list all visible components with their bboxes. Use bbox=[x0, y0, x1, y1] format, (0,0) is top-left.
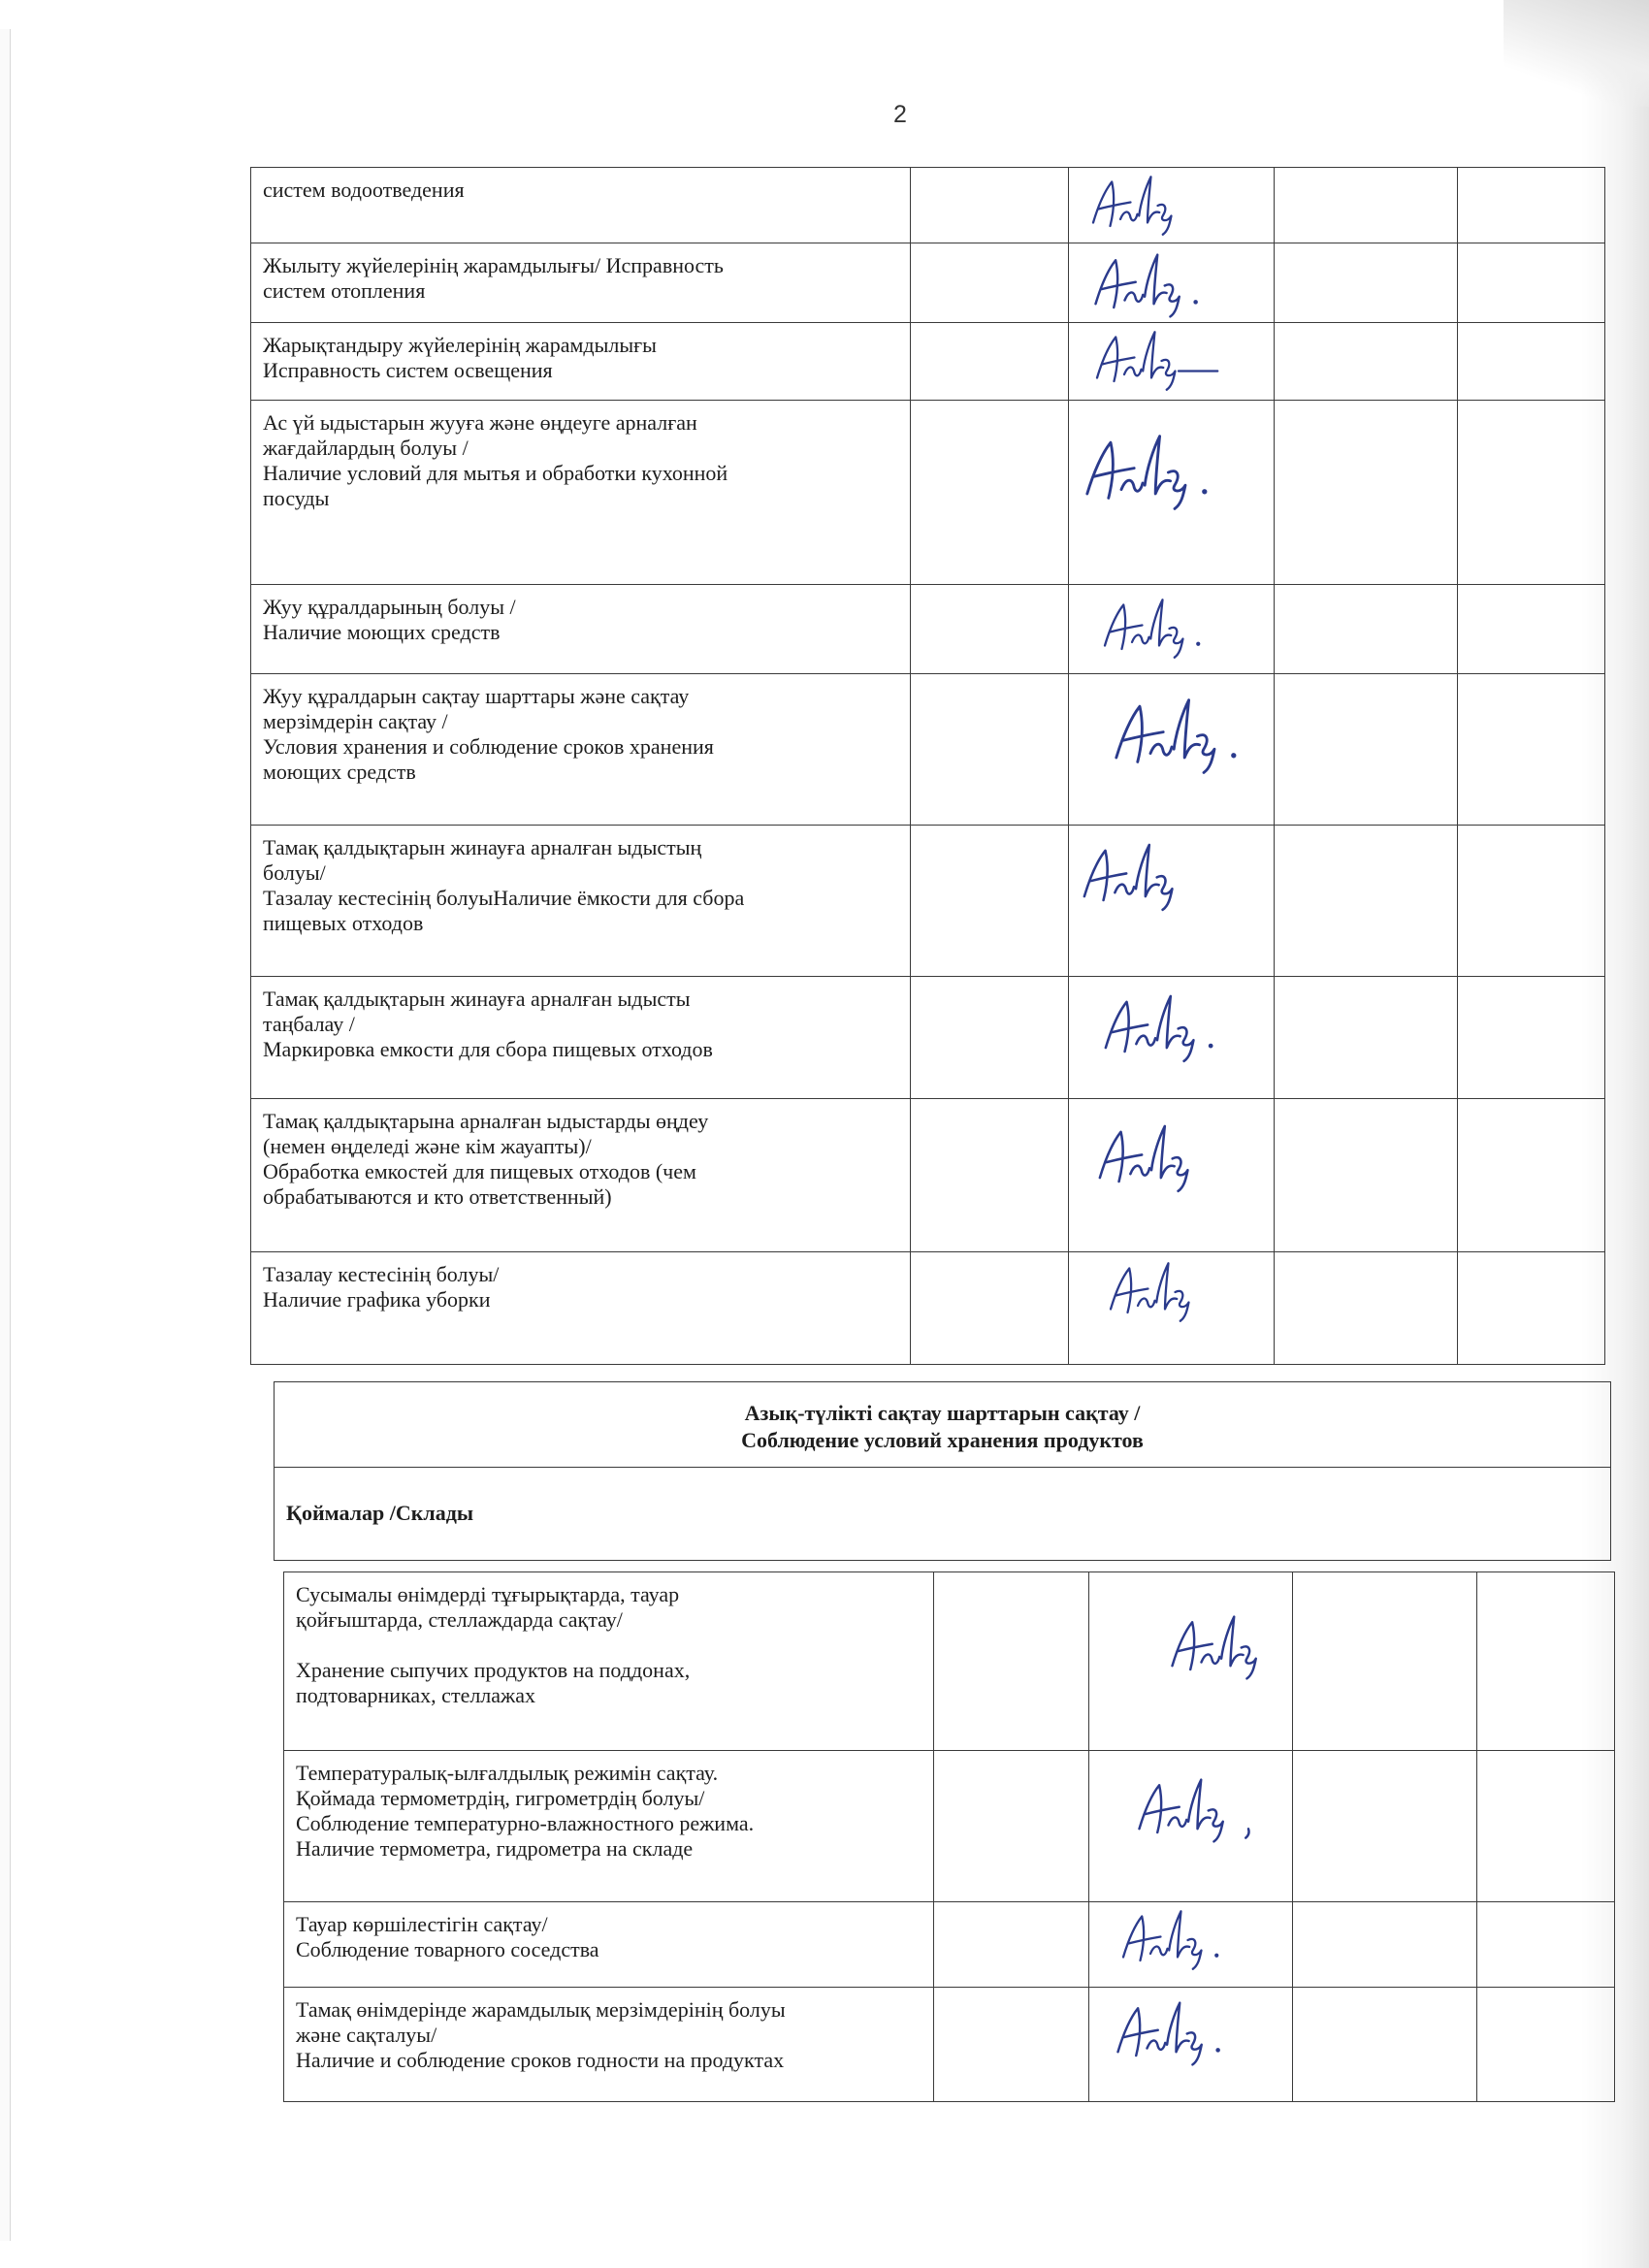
requirement-cell bbox=[284, 1572, 934, 1751]
requirement-text-line: пищевых отходов bbox=[263, 911, 424, 935]
table-row bbox=[251, 674, 1605, 826]
empty-cell bbox=[1458, 585, 1605, 674]
requirement-text-line: (немен өңделеді және кім жауапты)/ bbox=[263, 1134, 592, 1158]
requirement-cell bbox=[251, 1099, 911, 1252]
empty-cell bbox=[1293, 1572, 1477, 1751]
requirement-text-line: Жуу құралдарының болуы / bbox=[263, 595, 516, 619]
empty-cell bbox=[934, 1902, 1089, 1988]
requirement-text-line: Тамақ қалдықтарына арналған ыдыстарды өңдеу bbox=[263, 1109, 709, 1133]
requirement-text-line: Наличие и соблюдение сроков годности на продуктах bbox=[296, 2048, 785, 2072]
requirement-text-line: Хранение сыпучих продуктов на поддонах, bbox=[296, 1658, 691, 1682]
requirement-text-line: систем отопления bbox=[263, 278, 426, 303]
signature-cell bbox=[1089, 1988, 1293, 2102]
empty-cell bbox=[1275, 585, 1458, 674]
table-row bbox=[251, 401, 1605, 585]
empty-cell bbox=[1458, 323, 1605, 401]
requirement-text-line: Тамақ қалдықтарын жинауға арналған ыдыстың bbox=[263, 835, 702, 859]
handwritten-signature bbox=[1077, 839, 1230, 916]
requirement-text-line: Соблюдение товарного соседства bbox=[296, 1937, 599, 1961]
empty-cell bbox=[1458, 1252, 1605, 1365]
requirement-text-line: Тауар көршілестігін сақтау/ bbox=[296, 1912, 548, 1936]
handwritten-signature bbox=[1108, 694, 1278, 779]
signature-dot bbox=[1196, 642, 1200, 646]
requirement-text-line: Жарықтандыру жүйелерінің жарамдылығы bbox=[263, 333, 657, 357]
empty-cell bbox=[1275, 977, 1458, 1099]
table-row bbox=[284, 1902, 1615, 1988]
empty-cell bbox=[1275, 401, 1458, 585]
section-title-ru: Соблюдение условий хранения продуктов bbox=[741, 1428, 1144, 1452]
requirement-text-line: обрабатываются и кто ответственный) bbox=[263, 1184, 612, 1209]
signature-cell bbox=[1089, 1572, 1293, 1751]
requirement-text-line: мерзімдерін сақтау / bbox=[263, 709, 448, 733]
handwritten-signature bbox=[1098, 990, 1251, 1067]
requirement-text-line: Сусымалы өнімдерді тұғырықтарда, тауар bbox=[296, 1582, 680, 1606]
signature-cell bbox=[1069, 401, 1275, 585]
empty-cell bbox=[911, 168, 1069, 243]
handwritten-signature bbox=[1086, 172, 1222, 240]
empty-cell bbox=[1458, 674, 1605, 826]
signature-cell bbox=[1069, 977, 1275, 1099]
inspection-table-lower bbox=[283, 1571, 1615, 2102]
requirement-cell bbox=[284, 1751, 934, 1902]
handwritten-signature bbox=[1098, 595, 1234, 663]
signature-cell bbox=[1069, 1099, 1275, 1252]
handwritten-signature bbox=[1111, 1997, 1256, 2070]
requirement-text-line: Ас үй ыдыстарын жууға және өңдеуге арналған bbox=[263, 410, 697, 435]
empty-cell bbox=[1477, 1902, 1615, 1988]
requirement-text-line: Жылыту жүйелерінің жарамдылығы/ Исправность bbox=[263, 253, 724, 277]
empty-cell bbox=[911, 826, 1069, 977]
requirement-text-line: Соблюдение температурно-влажностного режима. bbox=[296, 1811, 755, 1835]
empty-cell bbox=[934, 1988, 1089, 2102]
scan-left-edge bbox=[0, 29, 11, 2241]
table-row bbox=[251, 323, 1605, 401]
requirement-text-line bbox=[296, 1633, 922, 1658]
signature-dot bbox=[1214, 1954, 1218, 1958]
empty-cell bbox=[911, 243, 1069, 323]
requirement-text-line: Тазалау кестесінің болуы/ bbox=[263, 1262, 500, 1286]
requirement-text-line: Тазалау кестесінің болуыНаличие ёмкости для сбора bbox=[263, 886, 745, 910]
empty-cell bbox=[1293, 1988, 1477, 2102]
requirement-cell bbox=[251, 1252, 911, 1365]
requirement-cell bbox=[251, 977, 911, 1099]
table-row bbox=[284, 1572, 1615, 1751]
requirement-text-line: систем водоотведения bbox=[263, 178, 465, 202]
signature-dot bbox=[1202, 489, 1207, 494]
empty-cell bbox=[1275, 826, 1458, 977]
empty-cell bbox=[1275, 323, 1458, 401]
signature-cell bbox=[1069, 168, 1275, 243]
empty-cell bbox=[934, 1572, 1089, 1751]
table-row bbox=[251, 977, 1605, 1099]
table-row bbox=[251, 1252, 1605, 1365]
signature-cell bbox=[1089, 1751, 1293, 1902]
handwritten-signature bbox=[1079, 430, 1249, 515]
section-title-kz: Азық-түлікті сақтау шарттарын сақтау / bbox=[744, 1401, 1141, 1425]
empty-cell bbox=[1477, 1751, 1615, 1902]
table-row bbox=[251, 585, 1605, 674]
empty-cell bbox=[1477, 1988, 1615, 2102]
requirement-text-line: қойғыштарда, стеллаждарда сақтау/ bbox=[296, 1607, 623, 1632]
empty-cell bbox=[911, 1252, 1069, 1365]
signature-cell bbox=[1089, 1902, 1293, 1988]
requirement-text-line: Наличие условий для мытья и обработки кухонной bbox=[263, 461, 728, 485]
table-row bbox=[251, 243, 1605, 323]
requirement-text-line: моющих средств bbox=[263, 760, 416, 784]
requirement-text-line: Қоймада термометрдің, гигрометрдің болуы/ bbox=[296, 1786, 705, 1810]
empty-cell bbox=[1275, 1252, 1458, 1365]
requirement-text-line: подтоварниках, стеллажах bbox=[296, 1683, 536, 1707]
requirement-text-line: Тамақ өнімдерінде жарамдылық мерзімдерінің болуы bbox=[296, 1997, 786, 2022]
requirement-text-line: таңбалау / bbox=[263, 1012, 355, 1036]
empty-cell bbox=[1275, 243, 1458, 323]
handwritten-signature bbox=[1116, 1906, 1252, 1974]
empty-cell bbox=[1458, 401, 1605, 585]
signature-cell bbox=[1069, 826, 1275, 977]
signature-dot bbox=[1215, 2048, 1220, 2053]
handwritten-signature bbox=[1104, 1258, 1240, 1326]
signature-dot bbox=[1193, 300, 1198, 305]
empty-cell bbox=[911, 323, 1069, 401]
requirement-cell bbox=[284, 1902, 934, 1988]
empty-cell bbox=[911, 401, 1069, 585]
empty-cell bbox=[1458, 168, 1605, 243]
scan-corner-shadow bbox=[1504, 0, 1649, 107]
section-table bbox=[274, 1381, 1611, 1561]
requirement-text-line: Наличие моющих средств bbox=[263, 620, 501, 644]
empty-cell bbox=[1458, 826, 1605, 977]
requirement-text-line: Жуу құралдарын сақтау шарттары және сақтау bbox=[263, 684, 690, 708]
requirement-cell bbox=[251, 585, 911, 674]
requirement-text-line: Исправность систем освещения bbox=[263, 358, 553, 382]
requirement-cell bbox=[251, 826, 911, 977]
empty-cell bbox=[911, 674, 1069, 826]
requirement-text-line: Наличие графика уборки bbox=[263, 1287, 491, 1312]
requirement-cell bbox=[284, 1988, 934, 2102]
handwritten-signature bbox=[1132, 1774, 1277, 1847]
signature-comma bbox=[1245, 1829, 1248, 1837]
requirement-cell bbox=[251, 243, 911, 323]
requirement-text-line: жағдайлардың болуы / bbox=[263, 436, 469, 460]
handwritten-signature bbox=[1090, 327, 1226, 395]
requirement-text-line: болуы/ bbox=[263, 860, 326, 885]
requirement-text-line: және сақталуы/ bbox=[296, 2023, 437, 2047]
empty-cell bbox=[1275, 674, 1458, 826]
table-row bbox=[251, 826, 1605, 977]
requirement-cell bbox=[251, 674, 911, 826]
empty-cell bbox=[934, 1751, 1089, 1902]
empty-cell bbox=[911, 977, 1069, 1099]
empty-cell bbox=[911, 585, 1069, 674]
table-row bbox=[284, 1751, 1615, 1902]
requirement-cell bbox=[251, 323, 911, 401]
requirement-cell bbox=[251, 401, 911, 585]
empty-cell bbox=[911, 1099, 1069, 1252]
requirement-text-line: Условия хранения и соблюдение сроков хранения bbox=[263, 734, 714, 759]
handwritten-signature bbox=[1092, 1120, 1245, 1197]
requirement-cell bbox=[251, 168, 911, 243]
empty-cell bbox=[1458, 243, 1605, 323]
subsection-title: Қоймалар /Склады bbox=[275, 1468, 1611, 1561]
signature-dot bbox=[1231, 753, 1236, 758]
requirement-text-line: Обработка емкостей для пищевых отходов (чем bbox=[263, 1159, 696, 1183]
requirement-text-line: Маркировка емкости для сбора пищевых отходов bbox=[263, 1037, 713, 1061]
table-row bbox=[251, 1099, 1605, 1252]
signature-cell bbox=[1069, 243, 1275, 323]
empty-cell bbox=[1275, 168, 1458, 243]
empty-cell bbox=[1477, 1572, 1615, 1751]
signature-cell bbox=[1069, 323, 1275, 401]
signature-dot bbox=[1209, 1044, 1213, 1049]
requirement-text-line: Температуралық-ылғалдылық режимін сақтау. bbox=[296, 1761, 719, 1785]
empty-cell bbox=[1293, 1902, 1477, 1988]
signature-cell bbox=[1069, 1252, 1275, 1365]
requirement-text-line: Тамақ қалдықтарын жинауға арналған ыдысты bbox=[263, 987, 691, 1011]
table-row bbox=[284, 1988, 1615, 2102]
page-number: 2 bbox=[893, 101, 907, 128]
handwritten-signature bbox=[1088, 249, 1234, 322]
handwritten-signature bbox=[1165, 1611, 1310, 1684]
empty-cell bbox=[1293, 1751, 1477, 1902]
requirement-text-line: Наличие термометра, гидрометра на складе bbox=[296, 1836, 694, 1861]
requirement-text-line: посуды bbox=[263, 486, 330, 510]
inspection-table-upper bbox=[250, 167, 1605, 1365]
empty-cell bbox=[1275, 1099, 1458, 1252]
empty-cell bbox=[1458, 977, 1605, 1099]
empty-cell bbox=[1458, 1099, 1605, 1252]
signature-cell bbox=[1069, 674, 1275, 826]
signature-cell bbox=[1069, 585, 1275, 674]
table-row bbox=[251, 168, 1605, 243]
section-title-cell bbox=[275, 1382, 1611, 1468]
